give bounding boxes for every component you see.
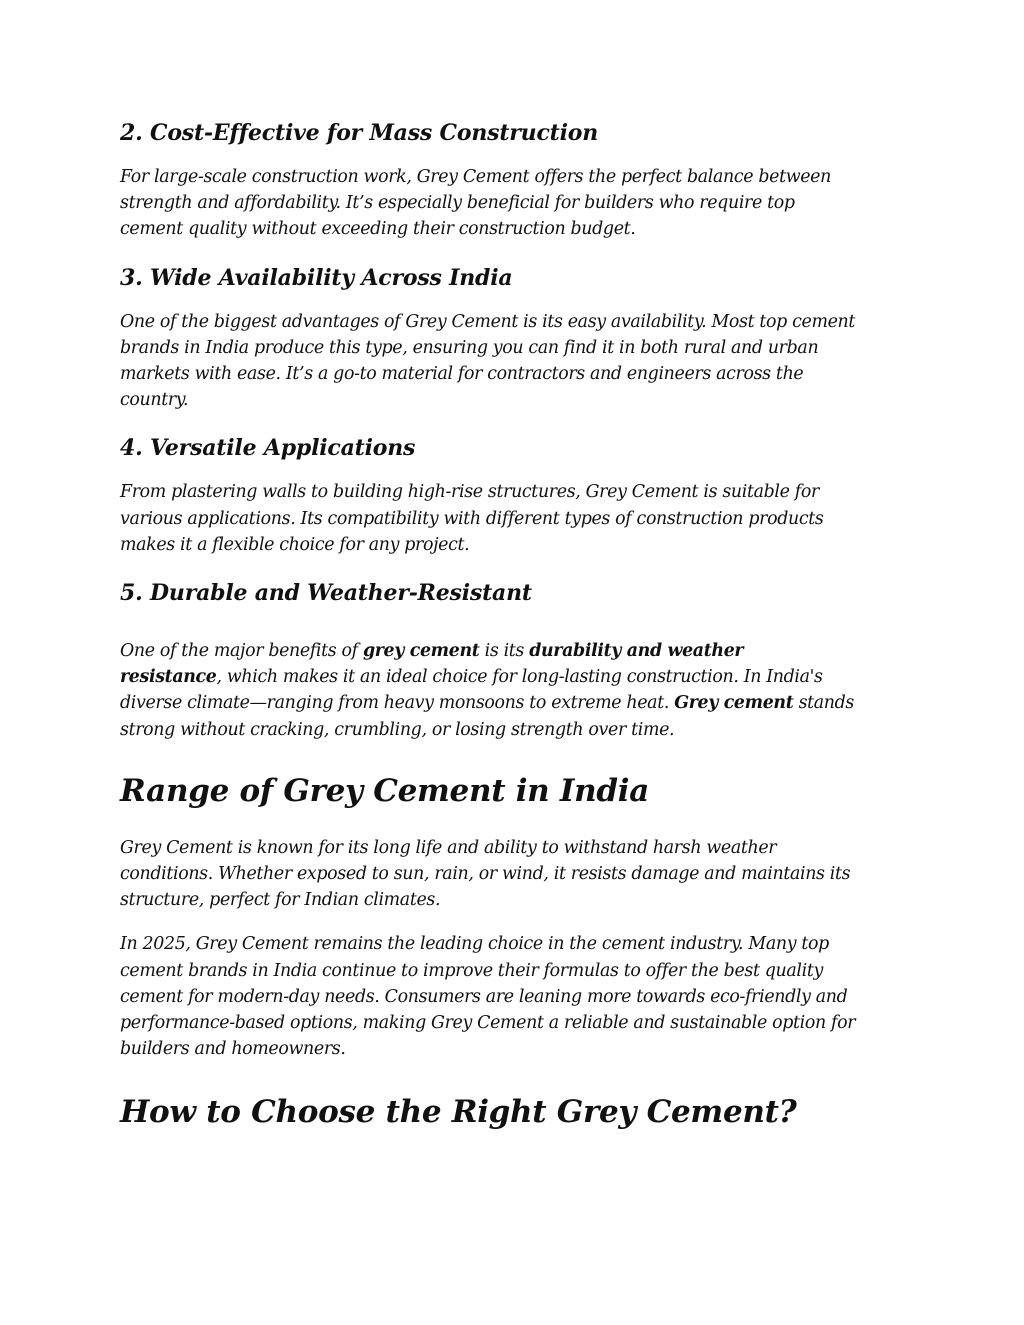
text-run: is its (479, 641, 530, 662)
emphasis-durability: durability and weather resistance (120, 641, 744, 688)
document-content (120, 116, 910, 1152)
section-heading-cost-effective: 2. Cost-Effective for Mass Construction (120, 120, 599, 146)
emphasis-grey-cement: grey cement (362, 641, 480, 662)
section-paragraph-versatile: From plastering walls to building high-rise structures, Grey Cement is suitable for various applications. Its compatibility with different types of construction products makes it a flexible choice for any project. (120, 482, 824, 555)
text-run: stands strong without cracking, crumbling, or losing strength over time. (120, 693, 855, 740)
range-paragraph-2: In 2025, Grey Cement remains the leading choice in the cement industry. Many top cement brands in India continue to improve their formulas to offer the best quality cement for modern-day needs. Consumers are leaning more towards eco-friendly and performance-based options, making Grey Cement a reliable and sustainable option for builders and homeowners. (120, 934, 856, 1060)
section-paragraph-durable (120, 638, 910, 743)
section-paragraph-availability: One of the biggest advantages of Grey Cement is its easy availability. Most top cement brands in India produce this type, ensuring you can find it in both rural and urban markets with ease. It’s a go-to material for contractors and engineers across the country. (120, 311, 856, 411)
section-heading-availability: 3. Wide Availability Across India (120, 264, 513, 291)
emphasis-grey-cement-2: Grey cement (674, 693, 794, 714)
heading-range: Range of Grey Cement in India (120, 772, 649, 809)
section-heading-versatile: 4. Versatile Applications (120, 435, 416, 462)
heading-how-to-choose: How to Choose the Right Grey Cement? (120, 1094, 797, 1131)
section-heading-durable: 5. Durable and Weather-Resistant (120, 580, 532, 607)
text-run: One of the major benefits of (120, 641, 363, 662)
text-run: , which makes it an ideal choice for long-lasting construction. In India's diverse climate—ranging from heavy monsoons to extreme heat. (120, 667, 823, 714)
section-paragraph-cost-effective: For large-scale construction work, Grey Cement offers the perfect balance between strength and affordability. It’s especially beneficial for builders who require top cement quality without exceeding their construction budget. (120, 167, 831, 240)
range-paragraph-1: Grey Cement is known for its long life and ability to withstand harsh weather conditions. Whether exposed to sun, rain, or wind, it resists damage and maintains its structure, perfect for Indian climates. (120, 837, 851, 911)
